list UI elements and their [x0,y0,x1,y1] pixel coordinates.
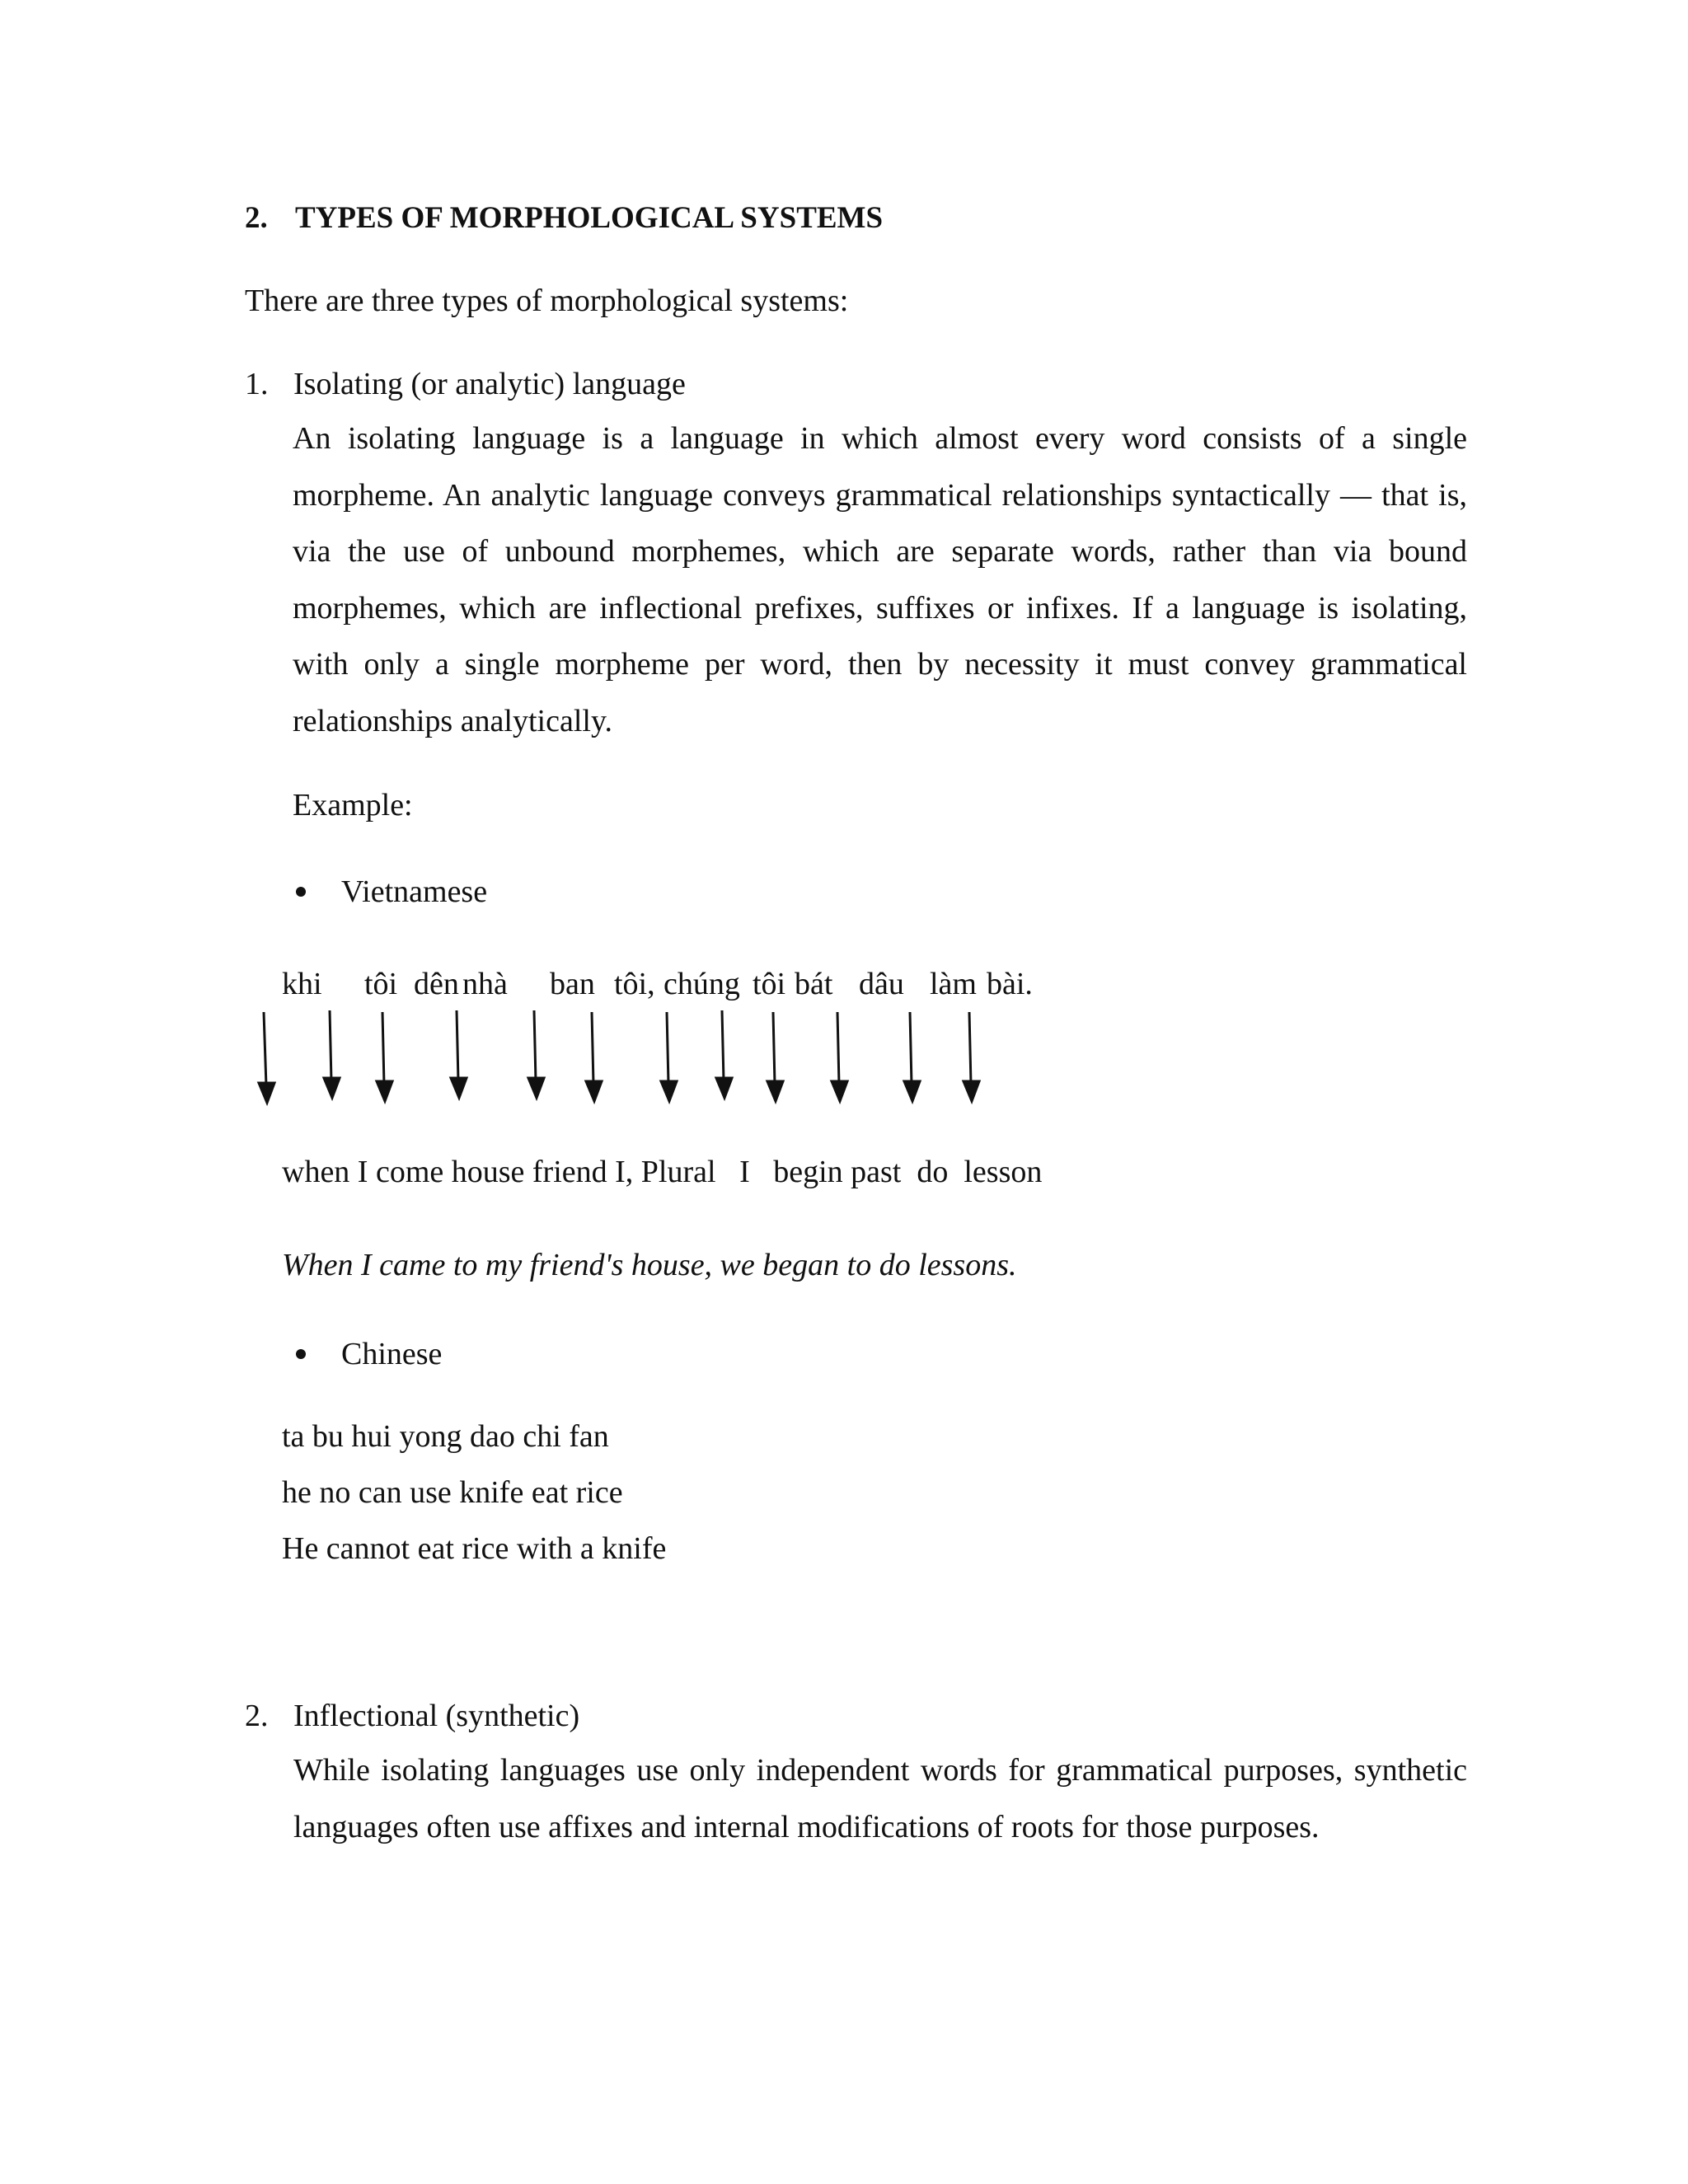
down-arrow-icon [767,1081,783,1101]
vietnamese-label: Vietnamese [341,874,488,909]
type2-number: 2. [245,1699,269,1733]
down-arrow-icon [259,1083,274,1103]
down-arrow-icon [457,1010,458,1081]
down-arrow-icon [904,1081,920,1101]
vietnamese-gloss: when I come house friend I, Plural I begin past do lesson [282,1155,1043,1189]
type2-paragraph: While isolating languages use only independent words for grammatical purposes, synthetic languages often use affixes and internal modifications of roots for those purposes. [293,1753,1467,1844]
intro-text: There are three types of morphological systems: [245,284,849,318]
chinese-gloss-line: he no can use knife eat rice [282,1475,623,1510]
type2-title: Inflectional (synthetic) [293,1699,580,1733]
down-arrow-icon [324,1078,340,1098]
vietnamese-word: khi [282,967,322,1001]
chinese-translation-line: He cannot eat rice with a knife [282,1531,667,1566]
vietnamese-word: tôi [753,967,786,1001]
vietnamese-word: bài. [987,967,1033,1001]
down-arrow-icon [722,1010,724,1081]
type1-number: 1. [245,367,269,401]
vietnamese-word: ban [550,967,595,1001]
down-arrow-icon [667,1012,668,1085]
type1-title: Isolating (or analytic) language [293,367,686,401]
vietnamese-word: chúng [663,967,740,1001]
down-arrow-icon [964,1081,979,1101]
chinese-line: ta bu hui yong dao chi fan [282,1419,609,1454]
section-title: TYPES OF MORPHOLOGICAL SYSTEMS [295,201,884,235]
down-arrow-icon [382,1012,384,1085]
down-arrow-icon [264,1012,266,1086]
down-arrow-icon [330,1010,331,1081]
vietnamese-word: dâu [859,967,904,1001]
down-arrow-icon [528,1078,544,1098]
vietnamese-word: làm [930,967,977,1001]
down-arrow-icon [773,1012,775,1085]
down-arrow-icon [716,1078,732,1098]
down-arrow-icon [451,1078,467,1098]
down-arrow-icon [377,1081,392,1101]
vietnamese-word: tôi, [614,967,655,1001]
down-arrow-icon [534,1010,536,1081]
down-arrow-icon [592,1012,593,1085]
down-arrow-icon [837,1012,839,1085]
vietnamese-word: tôi [364,967,398,1001]
bullet-icon [296,1349,306,1359]
down-arrow-icon [969,1012,971,1085]
example-label: Example: [293,788,413,823]
vietnamese-word: nhà [462,967,508,1001]
type1-paragraph: An isolating language is a language in which almost every word consists of a single morpheme. An analytic language conveys grammatical relationships syntactically — that is, via the use of unbound morphemes, which are separate words, rather than via bound morphemes, which are inflectional prefixes, suffixes or infixes. If a language is isolating, with only a single morpheme per word, then by necessity it must convey grammatical relationships analytically. [293,421,1467,738]
chinese-label: Chinese [341,1337,443,1371]
down-arrow-icon [586,1081,602,1101]
down-arrow-icon [661,1081,677,1101]
down-arrow-icon [832,1081,847,1101]
section-number: 2. [245,201,268,235]
vietnamese-translation: When I came to my friend's house, we began to do lessons. [282,1248,1017,1282]
vietnamese-word: dên [414,967,459,1001]
vietnamese-word: bát [795,967,833,1001]
down-arrow-icon [910,1012,912,1085]
